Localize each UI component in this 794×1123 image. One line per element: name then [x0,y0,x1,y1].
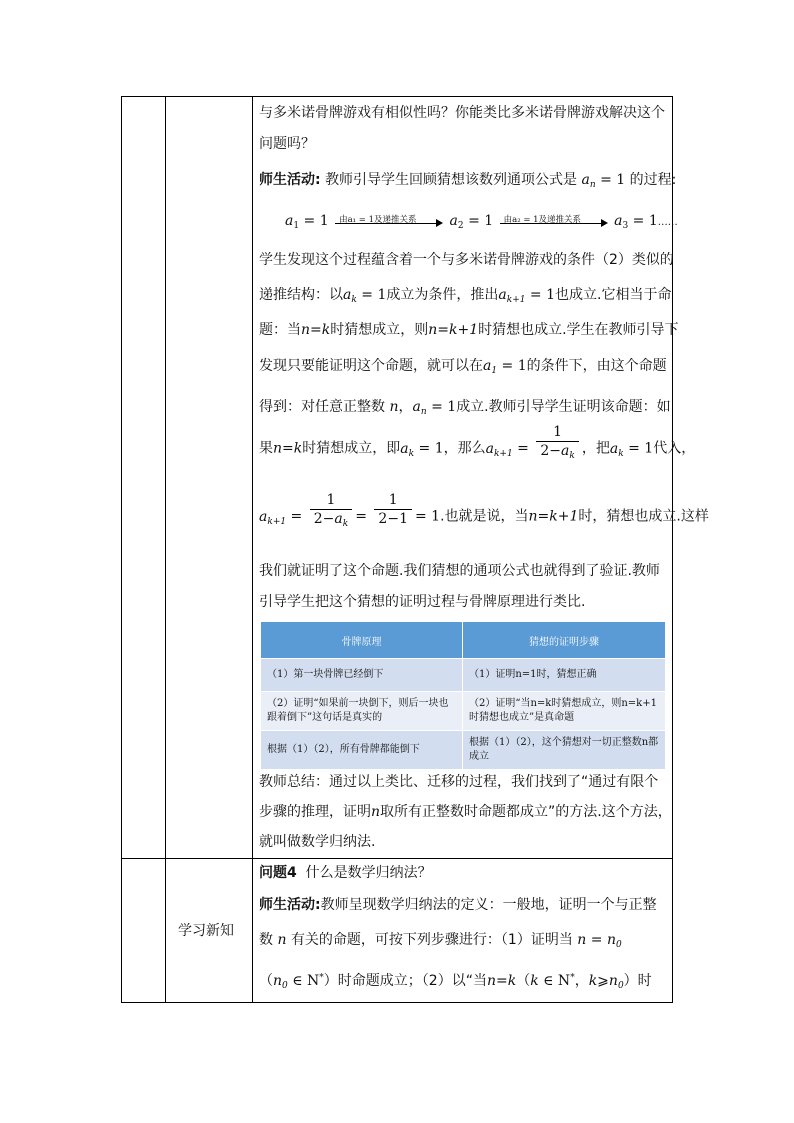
para3-line1: 学生发现这个过程蕴含着一个与多米诺骨牌游戏的条件（2）类似的 [259,252,674,268]
para3-line2: 递推结构：以$a_k = 1$成立为条件，推出$a_{k+1} = 1$也成立.它相当于命 [259,287,672,305]
para4-line1: 教师总结：通过以上类比、迁移的过程，我们找到了“通过有限个 [259,774,659,790]
fraction-1: $\frac{1}{2-a_k}$ [536,424,578,459]
para4-line2: 步骤的推理，证明n取所有正整数时命题都成立”的方法.这个方法， [259,804,672,820]
table-row: （1）第一块骨牌已经倒下 （1）证明n=1时，猜想正确 [261,659,666,692]
column-divider-2 [252,97,253,1002]
table-header-proof-steps: 猜想的证明步骤 [463,622,666,659]
para3-line5: 得到：对任意正整数 n，$a_n = 1$成立.教师引导学生证明该命题：如 [259,399,671,417]
arrow-step-1: 由a₁ = 1及递推关系 [335,212,443,230]
row-divider [122,858,672,859]
para3-line6: 果n=k时猜想成立，即$a_k = 1$，那么$a_{k+1}$ = $\frac{1}{2-a_k}$ ，把$a_k = 1$代入， [259,424,696,461]
table-header-domino: 骨牌原理 [261,622,463,659]
fraction-2: $\frac{1}{2-a_k}$ [310,492,352,527]
teacher-activity-line: 师生活动: 教师引导学生回顾猜想该数列通项公式是 $a_n = 1$ 的过程: [259,172,677,190]
para3-line3: 题：当n=k时猜想成立，则n=k+1时猜想也成立.学生在教师引导下 [259,322,679,338]
table-row: （2）证明“如果前一块倒下，则后一块也跟着倒下”这句话是真实的 （2）证明“当n=k时猜想成立，则n=k+1时猜想也成立”是真命题 [261,692,666,731]
definition-line1: 师生活动:教师呈现数学归纳法的定义：一般地，证明一个与正整 [259,897,657,913]
comparison-table [260,621,666,770]
definition-line2: 数 n 有关的命题，可按下列步骤进行：（1）证明当 $n = n_0$ [259,932,622,950]
para3-line7: $a_{k+1}$ = $\frac{1}{2-a_k}$ = $\frac{1}{2-1}$ = 1.也就是说，当n=k+1时，猜想也成立.这样 [259,492,709,529]
question4-line: 问题4 什么是数学归纳法？ [259,865,432,881]
para3-line8: 我们就证明了这个命题.我们猜想的通项公式也就得到了验证.教师 [259,563,660,579]
para3-line9: 引导学生把这个猜想的证明过程与骨牌原理进行类比. [259,594,586,610]
arrow-step-2: 由a₂ = 1及递推关系 [500,212,608,230]
teacher-activity-label: 师生活动: [259,172,321,188]
fraction-3: $\frac{1}{2-1}$ [374,492,412,527]
table-row: 根据（1）（2），所有骨牌都能倒下 根据（1）（2），这个猜想对一切正整数n都成立 [261,731,666,770]
section-label-learn-new: 学习新知 [178,923,234,939]
para4-line3: 就叫做数学归纳法. [259,834,376,850]
column-divider-1 [165,97,166,1002]
para3-line4: 发现只要能证明这个命题，就可以在$a_1 = 1$的条件下，由这个命题 [259,358,667,376]
para1-line2: 问题吗？ [259,136,315,152]
para1-line1: 与多米诺骨牌游戏有相似性吗？你能类比多米诺骨牌游戏解决这个 [259,105,665,121]
definition-line3: （$n_0$ ∈ N*）时命题成立；（2）以“当n=k（k ∈ N*，$k⩾n_0$）时 [259,973,652,991]
derivation-chain: $a_1 = 1$ 由a₁ = 1及递推关系 $a_2 = 1$ 由a₂ = 1及递推关系 $a_3$ = 1…… [285,213,678,231]
